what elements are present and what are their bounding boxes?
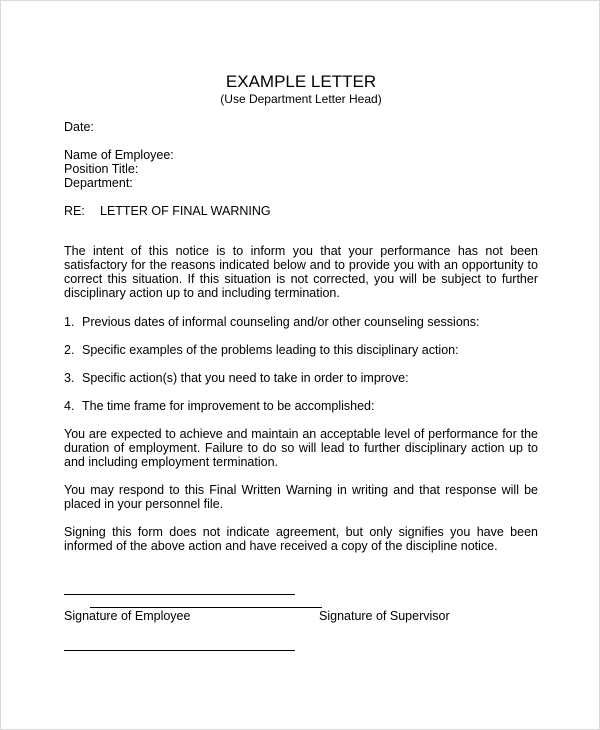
list-item-number: 2. xyxy=(64,343,75,357)
response-paragraph: You may respond to this Final Written Warning in writing and that response will be placed in your personnel file. xyxy=(64,483,538,511)
supervisor-signature-label: Signature of Supervisor xyxy=(319,609,450,623)
date-label: Date: xyxy=(64,120,94,134)
re-label: RE: xyxy=(64,204,85,218)
intro-paragraph: The intent of this notice is to inform you that your performance has not been satisfactory for the reasons indicated below and to provide you with an opportunity to correct this situation. If this situation is not corrected, you will be subject to further disciplinary action up to and including termination. xyxy=(64,244,538,300)
signature-line-bottom xyxy=(64,650,295,651)
list-item-number: 3. xyxy=(64,371,75,385)
signature-line-middle xyxy=(90,607,322,608)
signing-paragraph: Signing this form does not indicate agreement, but only signifies you have been informed of the above action and have received a copy of the discipline notice. xyxy=(64,525,538,553)
position-title-label: Position Title: xyxy=(64,162,139,176)
list-item xyxy=(64,371,409,385)
list-item xyxy=(64,399,374,413)
list-item-number: 1. xyxy=(64,315,75,329)
letter-title: EXAMPLE LETTER xyxy=(225,72,377,91)
signature-line-top xyxy=(64,594,295,595)
list-item-text: Previous dates of informal counseling and/or other counseling sessions: xyxy=(82,315,480,329)
list-item-number: 4. xyxy=(64,399,75,413)
list-item-text: Specific action(s) that you need to take in order to improve: xyxy=(82,371,409,385)
employee-name-label: Name of Employee: xyxy=(64,148,174,162)
list-item-text: The time frame for improvement to be accomplished: xyxy=(82,399,375,413)
list-item-text: Specific examples of the problems leading to this disciplinary action: xyxy=(82,343,459,357)
re-subject: LETTER OF FINAL WARNING xyxy=(100,204,271,218)
list-item xyxy=(64,343,459,357)
letter-subtitle: (Use Department Letter Head) xyxy=(220,92,382,106)
employee-signature-label: Signature of Employee xyxy=(64,609,191,623)
expectation-paragraph: You are expected to achieve and maintain an acceptable level of performance for the duration of employment. Failure to do so will lead to further disciplinary action up to and including employment termination. xyxy=(64,427,538,469)
re-line xyxy=(64,204,271,218)
department-label: Department: xyxy=(64,176,133,190)
list-item xyxy=(64,315,479,329)
